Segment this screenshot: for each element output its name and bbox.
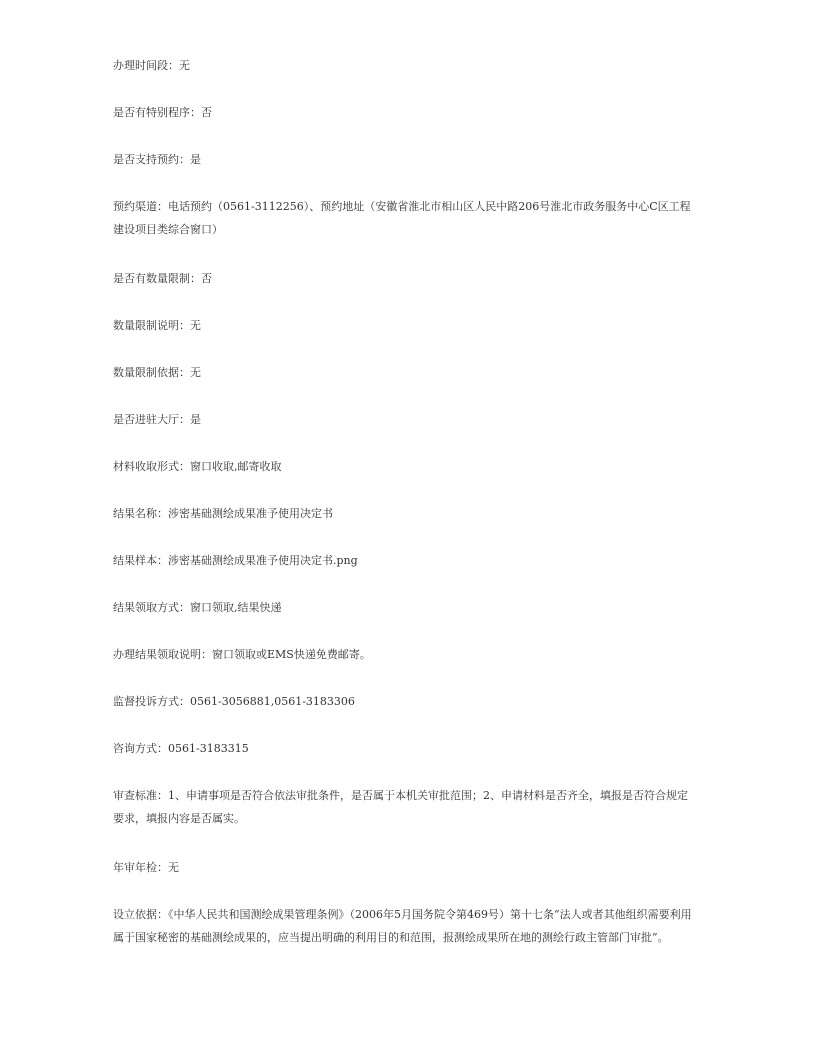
field-value: 窗口收取,邮寄收取 (190, 460, 282, 473)
field-result-sample (113, 549, 693, 572)
field-value: 否 (201, 272, 212, 285)
field-result-name (113, 502, 693, 525)
field-processing-time (113, 54, 693, 77)
field-value: 否 (201, 106, 212, 119)
field-quantity-limit-basis (113, 361, 693, 384)
field-value: 是 (190, 413, 201, 426)
field-value: 无 (190, 319, 201, 332)
field-label: 是否有特别程序： (113, 106, 201, 119)
field-label: 预约渠道： (113, 200, 168, 213)
field-appointment-channel (113, 195, 693, 241)
field-label: 结果领取方式： (113, 601, 190, 614)
field-label: 办理结果领取说明： (113, 648, 212, 661)
field-label: 材料收取形式： (113, 460, 190, 473)
field-value: 窗口领取,结果快递 (190, 601, 282, 614)
field-label: 结果样本： (113, 554, 168, 567)
field-label: 年审年检： (113, 861, 168, 874)
field-value: 无 (168, 861, 179, 874)
field-label: 办理时间段： (113, 59, 179, 72)
field-label: 审查标准： (113, 789, 168, 802)
field-value: 是 (190, 153, 201, 166)
field-in-hall (113, 408, 693, 431)
field-supports-appointment (113, 148, 693, 171)
field-label: 设立依据： (113, 908, 168, 921)
field-label: 是否有数量限制： (113, 272, 201, 285)
field-label: 数量限制说明： (113, 319, 190, 332)
field-complaint-contact (113, 690, 693, 713)
field-special-procedure (113, 101, 693, 124)
field-result-pickup-note (113, 643, 693, 666)
field-result-pickup (113, 596, 693, 619)
field-value: 无 (190, 366, 201, 379)
field-value: 窗口领取或EMS快递免费邮寄。 (212, 648, 371, 661)
field-label: 数量限制依据： (113, 366, 190, 379)
field-inquiry-contact (113, 737, 693, 760)
field-legal-basis (113, 903, 693, 949)
field-value: 0561-3056881,0561-3183306 (190, 695, 355, 708)
field-value: 涉密基础测绘成果准予使用决定书.png (168, 554, 358, 567)
field-label: 监督投诉方式： (113, 695, 190, 708)
field-value: 1、申请事项是否符合依法审批条件，是否属于本机关审批范围；2、申请材料是否齐全，填报是否符合规定要求，填报内容是否属实。 (113, 789, 688, 825)
field-label: 是否进驻大厅： (113, 413, 190, 426)
field-annual-review (113, 856, 693, 879)
field-quantity-limit-note (113, 314, 693, 337)
field-value: 涉密基础测绘成果准予使用决定书 (168, 507, 333, 520)
field-value: 无 (179, 59, 190, 72)
field-label: 是否支持预约： (113, 153, 190, 166)
field-label: 咨询方式： (113, 742, 168, 755)
field-label: 结果名称： (113, 507, 168, 520)
field-quantity-limit (113, 267, 693, 290)
field-review-standard (113, 784, 693, 830)
field-value: 《中华人民共和国测绘成果管理条例》（2006年5月国务院令第469号）第十七条“法人或者其他组织需要利用属于国家秘密的基础测绘成果的，应当提出明确的利用目的和范围，报测绘成果所在地的测绘行政主管部门审批”。 (113, 908, 692, 944)
field-material-collection (113, 455, 693, 478)
field-value: 电话预约（0561-3112256）、预约地址（安徽省淮北市相山区人民中路206号淮北市政务服务中心C区工程建设项目类综合窗口） (113, 200, 691, 236)
field-value: 0561-3183315 (168, 742, 249, 755)
